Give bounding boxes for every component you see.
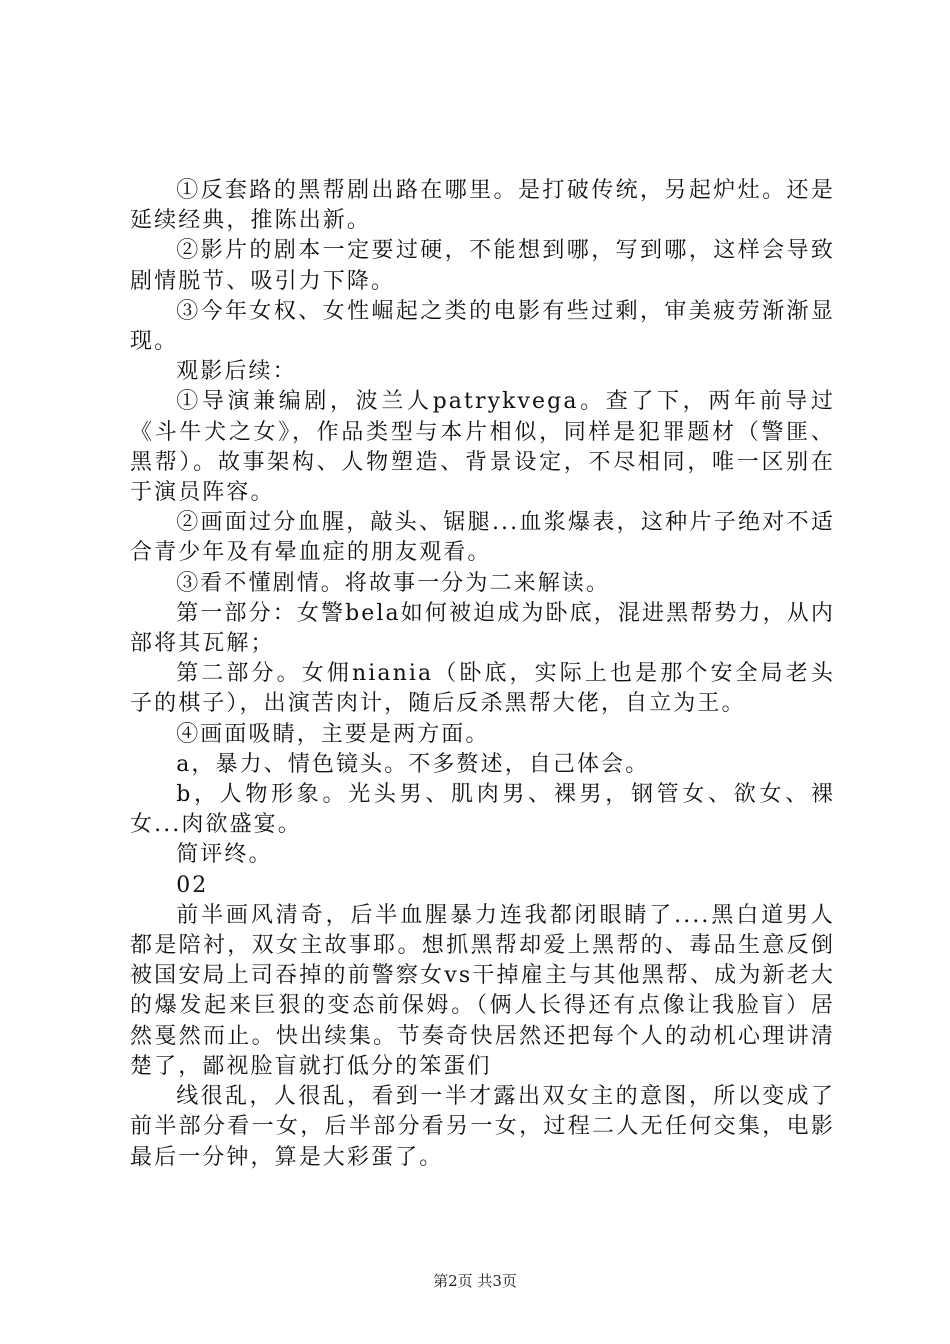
paragraph-8: 第一部分：女警bela如何被迫成为卧底，混进黑帮势力，从内部将其瓦解； xyxy=(130,600,835,657)
paragraph-15: 前半画风清奇，后半血腥暴力连我都闭眼睛了....黑白道男人都是陪衬，双女主故事耶。想抓黑帮却爱上黑帮的、毒品生意反倒被国安局上司吞掉的前警察女vs干掉雇主与其他黑帮、成为新老大的爆发起来巨狠的变态前保姆。（俩人长得还有点像让我脸盲）居然戛然而止。快出续集。节奏奇快居然还把每个人的动机心理讲清楚了，鄙视脸盲就打低分的笨蛋们 xyxy=(130,902,835,1079)
paragraph-13: 简评终。 xyxy=(176,842,273,868)
document-body xyxy=(130,176,835,1173)
section-number: 02 xyxy=(176,872,209,898)
paragraph-1: ①反套路的黑帮剧出路在哪里。是打破传统，另起炉灶。还是延续经典，推陈出新。 xyxy=(130,178,835,234)
paragraph-12: b，人物形象。光头男、肌肉男、裸男，钢管女、欲女、裸女...肉欲盛宴。 xyxy=(130,782,835,838)
paragraph-6: ②画面过分血腥，敲头、锯腿...血浆爆表，这种片子绝对不适合青少年及有晕血症的朋友观看。 xyxy=(130,510,835,566)
section-heading-follow-up: 观影后续： xyxy=(176,359,297,385)
paragraph-7: ③看不懂剧情。将故事一分为二来解读。 xyxy=(176,570,610,596)
paragraph-10: ④画面吸睛，主要是两方面。 xyxy=(176,721,490,747)
paragraph-16: 线很乱，人很乱，看到一半才露出双女主的意图，所以变成了前半部分看一女，后半部分看另一女，过程二人无任何交集，电影最后一分钟，算是大彩蛋了。 xyxy=(130,1084,835,1170)
page-footer: 第2页 共3页 xyxy=(433,1272,517,1290)
paragraph-9: 第二部分。女佣niania（卧底，实际上也是那个安全局老头子的棋子），出演苦肉计，随后反杀黑帮大佬，自立为王。 xyxy=(130,661,835,717)
paragraph-5: ①导演兼编剧，波兰人patrykvega。查了下，两年前导过《斗牛犬之女》，作品类型与本片相似，同样是犯罪题材（警匪、黑帮）。故事架构、人物塑造、背景设定，不尽相同，唯一区别在于演员阵容。 xyxy=(130,389,835,506)
paragraph-3: ③今年女权、女性崛起之类的电影有些过剩，审美疲劳渐渐显现。 xyxy=(130,298,835,355)
paragraph-11: a，暴力、情色镜头。不多赘述，自己体会。 xyxy=(176,751,650,777)
paragraph-2: ②影片的剧本一定要过硬，不能想到哪，写到哪，这样会导致剧情脱节、吸引力下降。 xyxy=(130,238,835,294)
